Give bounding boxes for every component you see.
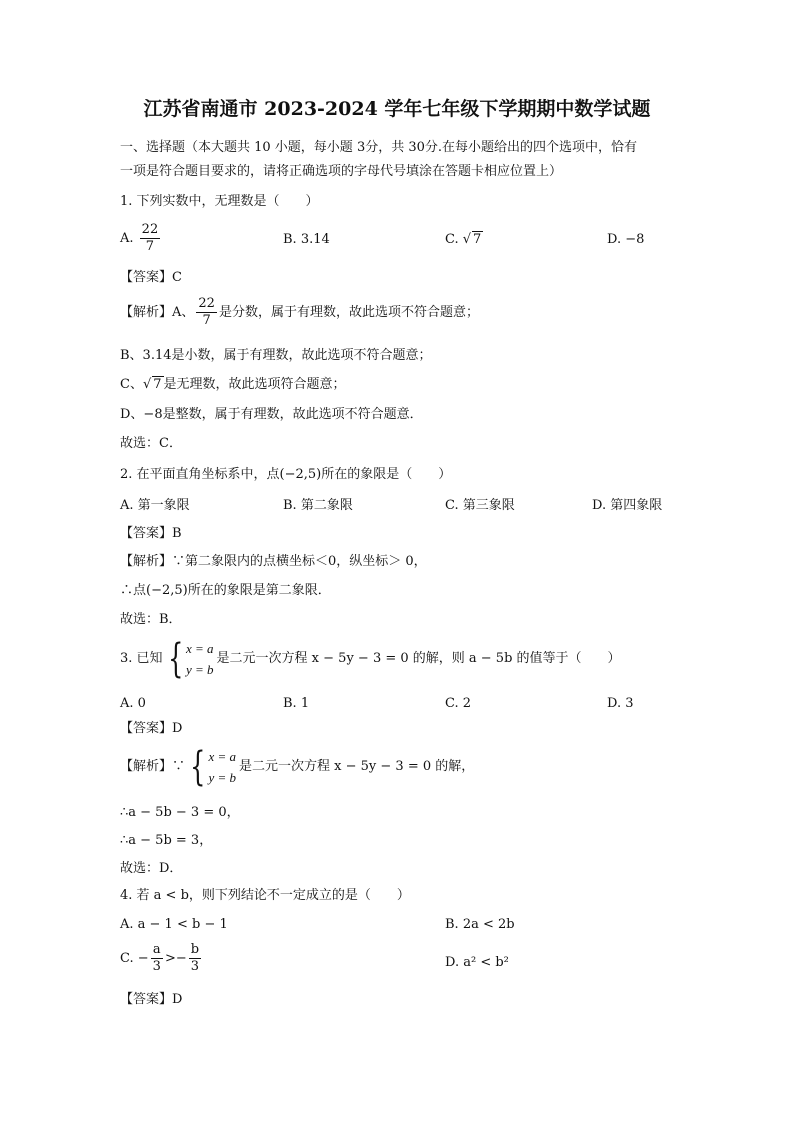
q1-explanation-a: 【解析】A、 $\frac{22}{7}$ 是分数，属于有理数，故此选项不符合题意；: [120, 296, 479, 328]
equation-system: { x = a y = b: [167, 636, 214, 682]
q3-option-c: C. 2: [445, 696, 472, 711]
q4-option-b: B. 2a < 2b: [445, 917, 515, 932]
q1-explanation-b: B、3.14是小数，属于有理数，故此选项不符合题意；: [120, 348, 432, 363]
q3-explanation-3: ∴a − 5b = 3，: [120, 833, 213, 848]
fraction: $\frac{a}{3}$: [152, 942, 161, 974]
q4-answer: 【答案】D: [120, 992, 183, 1007]
section-intro-cont: 一项是符合题目要求的，请将正确选项的字母代号填涂在答题卡相应位置上）: [120, 164, 563, 179]
q2-option-c: C. 第三象限: [445, 498, 515, 513]
q3-option-a: A. 0: [120, 696, 146, 711]
q3-choice: 故选：D．: [120, 861, 183, 876]
q2-option-a: A. 第一象限: [120, 498, 190, 513]
q4-stem: 4. 若 a < b，则下列结论不一定成立的是（ ）: [120, 888, 410, 903]
q3-answer: 【答案】D: [120, 721, 183, 736]
q2-option-d: D. 第四象限: [592, 498, 663, 513]
q1-choice: 故选：C．: [120, 436, 182, 451]
q1-answer: 【答案】C: [120, 270, 182, 285]
q3-stem: 3. 已知 { x = a y = b 是二元一次方程 x − 5y − 3 = 0 的解，则 a − 5b 的值等于（ ）: [120, 636, 621, 682]
fraction: $\frac{b}{3}$: [190, 942, 200, 974]
q1-explanation-c: C、√ 7 是无理数，故此选项符合题意；: [120, 377, 346, 392]
q3-option-d: D. 3: [607, 696, 634, 711]
q2-choice: 故选：B．: [120, 612, 182, 627]
q1-option-b: B. 3.14: [283, 232, 330, 247]
q3-explanation-1: 【解析】∵ { x = a y = b 是二元一次方程 x − 5y − 3 = 0 的解，: [120, 744, 475, 790]
q4-option-d: D. a² < b²: [445, 955, 509, 970]
q1-option-c: C. √ 7: [445, 232, 482, 247]
q2-explanation-1: 【解析】∵第二象限内的点横坐标＜0，纵坐标＞ 0，: [120, 554, 427, 569]
q1-option-a: A. $\frac{22}{7}$: [120, 222, 159, 254]
q1-option-d: D. −8: [607, 232, 645, 247]
fraction: $\frac{22}{7}$: [141, 222, 159, 254]
q2-explanation-2: ∴点(−2,5)所在的象限是第二象限．: [120, 583, 331, 598]
q4-option-c: C. − $\frac{a}{3}$ >− $\frac{b}{3}$: [120, 942, 200, 974]
q4-option-a: A. a − 1 < b − 1: [120, 917, 228, 932]
q2-stem: 2. 在平面直角坐标系中，点(−2,5)所在的象限是（ ）: [120, 467, 452, 482]
fraction: $\frac{22}{7}$: [198, 296, 215, 328]
q3-option-b: B. 1: [283, 696, 310, 711]
q1-explanation-d: D、−8是整数，属于有理数，故此选项不符合题意．: [120, 407, 423, 422]
q1-stem: 1. 下列实数中，无理数是（ ）: [120, 194, 319, 209]
q3-explanation-2: ∴a − 5b − 3 = 0，: [120, 805, 240, 820]
equation-system: { x = a y = b: [190, 744, 237, 790]
q2-answer: 【答案】B: [120, 526, 182, 541]
section-intro: 一、选择题（本大题共 10 小题，每小题 3分，共 30分.在每小题给出的四个选项中，恰有: [120, 140, 638, 155]
page-title: 江苏省南通市 2023-2024 学年七年级下学期期中数学试题: [143, 98, 651, 120]
q2-option-b: B. 第二象限: [283, 498, 353, 513]
